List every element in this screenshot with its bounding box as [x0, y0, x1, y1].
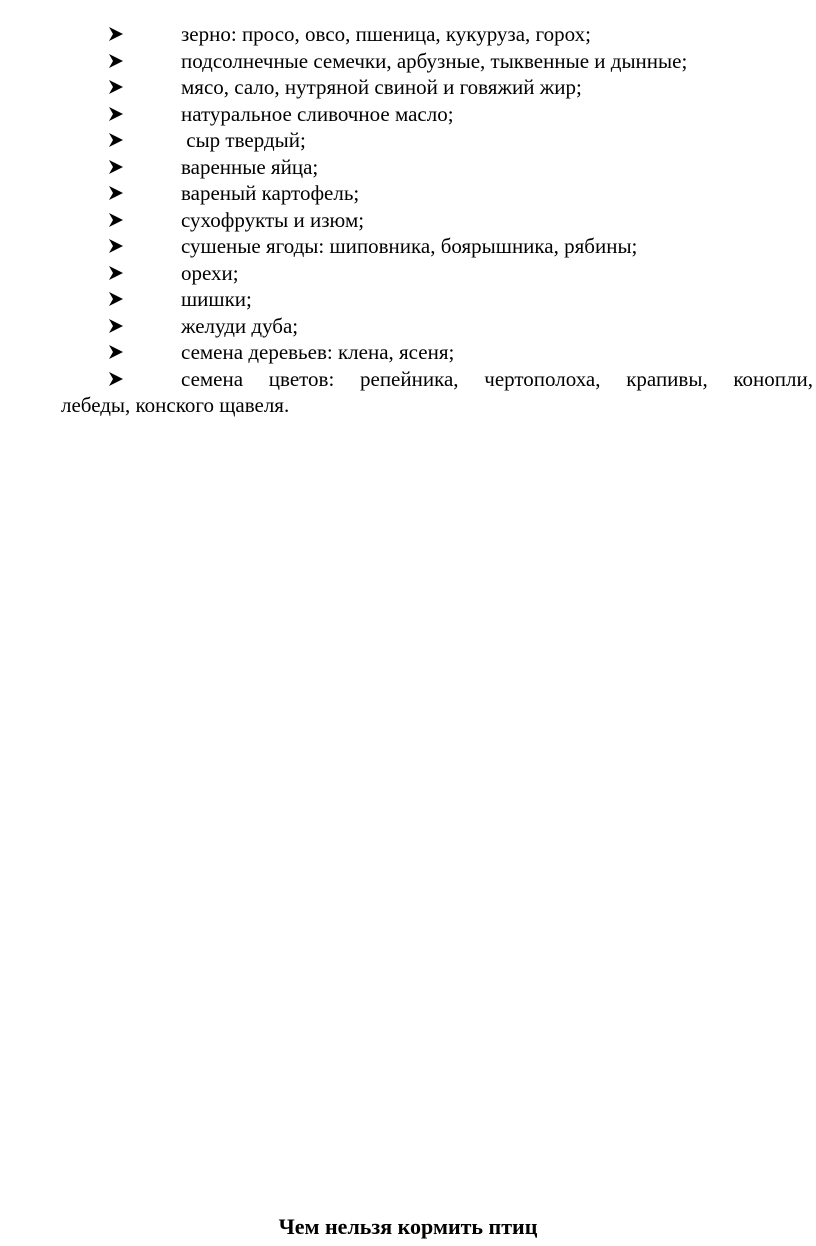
list-item-text: вареный картофель;	[181, 181, 360, 205]
arrowhead-bullet-icon	[108, 101, 128, 128]
arrowhead-bullet-icon	[108, 127, 128, 154]
arrowhead-bullet-icon	[108, 180, 128, 207]
list-item	[0, 154, 816, 181]
list-item	[0, 339, 816, 366]
list-item	[0, 233, 816, 260]
arrowhead-bullet-icon	[108, 260, 128, 287]
list-item	[0, 180, 816, 207]
list-item	[0, 101, 816, 128]
list-item-text: варенные яйца;	[181, 154, 319, 179]
list-item	[0, 127, 816, 154]
list-item-text: подсолнечные семечки, арбузные, тыквенные и дынные;	[181, 48, 688, 73]
list-item	[0, 366, 816, 419]
list-item	[0, 74, 816, 101]
list-item-text: семена деревьев: клена, ясеня;	[181, 340, 455, 364]
list-item-text: сушеные ягоды: шиповника, боярышника, рябины;	[181, 234, 638, 258]
list-item-text: мясо, сало, нутряной свиной и говяжий жир;	[181, 75, 582, 99]
arrowhead-bullet-icon	[108, 233, 128, 260]
arrowhead-bullet-icon	[108, 286, 128, 313]
list-item-text: сухофрукты и изюм;	[181, 207, 365, 232]
arrowhead-bullet-icon	[108, 207, 128, 234]
arrowhead-bullet-icon	[108, 154, 128, 181]
list-item	[0, 313, 816, 340]
list-item	[0, 48, 816, 75]
arrowhead-bullet-icon	[108, 313, 128, 340]
list-item-text: сыр твердый;	[181, 128, 306, 152]
list-item-text-continuation: лебеды, конского щавеля.	[61, 393, 290, 417]
arrowhead-bullet-icon	[108, 74, 128, 101]
list-item	[0, 207, 816, 234]
list-item-text: натуральное сливочное масло;	[181, 101, 454, 126]
list-item-text: желуди дуба;	[181, 313, 299, 338]
list-item-text: семена цветов: репейника, чертополоха, крапивы, конопли,	[181, 366, 813, 391]
list-item	[0, 21, 816, 48]
list-item	[0, 260, 816, 287]
list-item-text: шишки;	[181, 287, 252, 311]
arrowhead-bullet-icon	[108, 21, 128, 48]
list-item-text: орехи;	[181, 260, 239, 285]
list-item-text: зерно: просо, овсо, пшеница, кукуруза, горох;	[181, 22, 591, 46]
arrowhead-bullet-icon	[108, 339, 128, 366]
section-heading: Чем нельзя кормить птиц	[278, 1214, 538, 1239]
arrowhead-bullet-icon	[108, 48, 128, 75]
list-item	[0, 286, 816, 313]
arrowhead-bullet-icon	[108, 366, 128, 393]
food-list	[0, 21, 816, 419]
